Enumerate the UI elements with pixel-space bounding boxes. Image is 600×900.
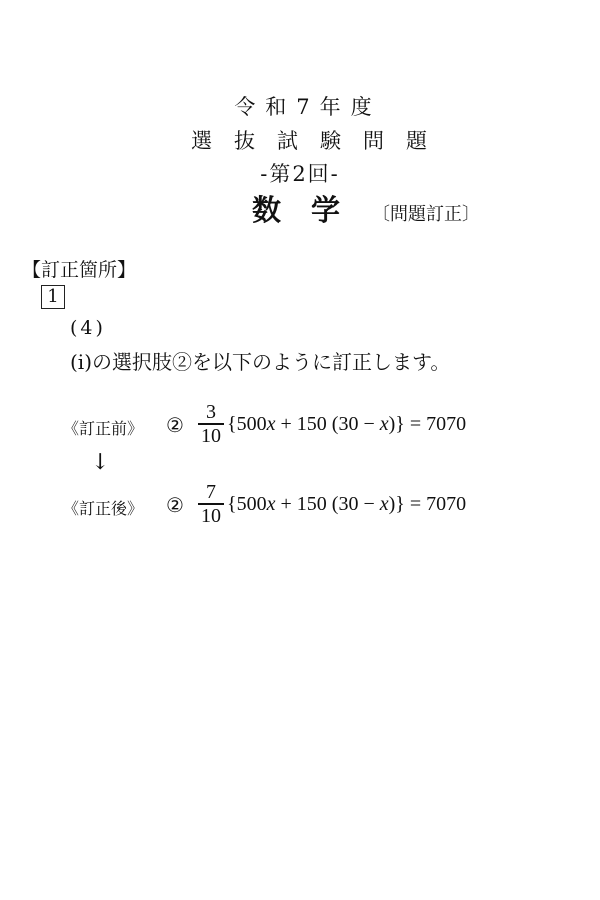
section-title: 【訂正箇所】 <box>22 259 137 281</box>
question-number-box: 1 <box>41 285 65 309</box>
before-var-x2: x <box>379 413 389 435</box>
after-var-x1: x <box>266 493 276 515</box>
question-part: (4) <box>70 317 106 339</box>
after-var-x2: x <box>379 493 389 515</box>
after-fraction-numerator: 7 <box>206 481 216 503</box>
after-expr-part-c: )} = 7070 <box>388 493 467 515</box>
before-fraction-numerator: 3 <box>206 401 216 423</box>
document-round: -第2回- <box>260 162 340 186</box>
document-year: 令和7年度 <box>234 95 382 119</box>
document-exam-title: 選抜試験問題 <box>191 129 449 153</box>
after-fraction <box>197 481 225 527</box>
after-fraction-denominator: 10 <box>201 504 221 527</box>
before-expr-part-a: {500 <box>227 413 267 435</box>
before-var-x1: x <box>266 413 276 435</box>
after-choice-number: ② <box>166 493 184 517</box>
down-arrow-icon: ↓ <box>91 450 110 475</box>
correction-instruction: (i)の選択肢②を以下のように訂正します。 <box>70 350 451 374</box>
before-expr-part-b: + 150 (30 − <box>275 413 380 435</box>
after-label: 《訂正後》 <box>63 499 144 518</box>
before-fraction <box>197 401 225 447</box>
before-expr-part-c: )} = 7070 <box>388 413 467 435</box>
after-expr-part-b: + 150 (30 − <box>275 493 380 515</box>
after-expr-part-a: {500 <box>227 493 267 515</box>
before-equation <box>227 413 466 436</box>
before-choice-number: ② <box>166 413 184 437</box>
after-equation <box>227 493 466 516</box>
before-label: 《訂正前》 <box>63 419 144 438</box>
before-fraction-denominator: 10 <box>201 424 221 447</box>
subject-title: 数学 <box>252 193 371 227</box>
subject-tag: 〔問題訂正〕 <box>372 204 480 225</box>
